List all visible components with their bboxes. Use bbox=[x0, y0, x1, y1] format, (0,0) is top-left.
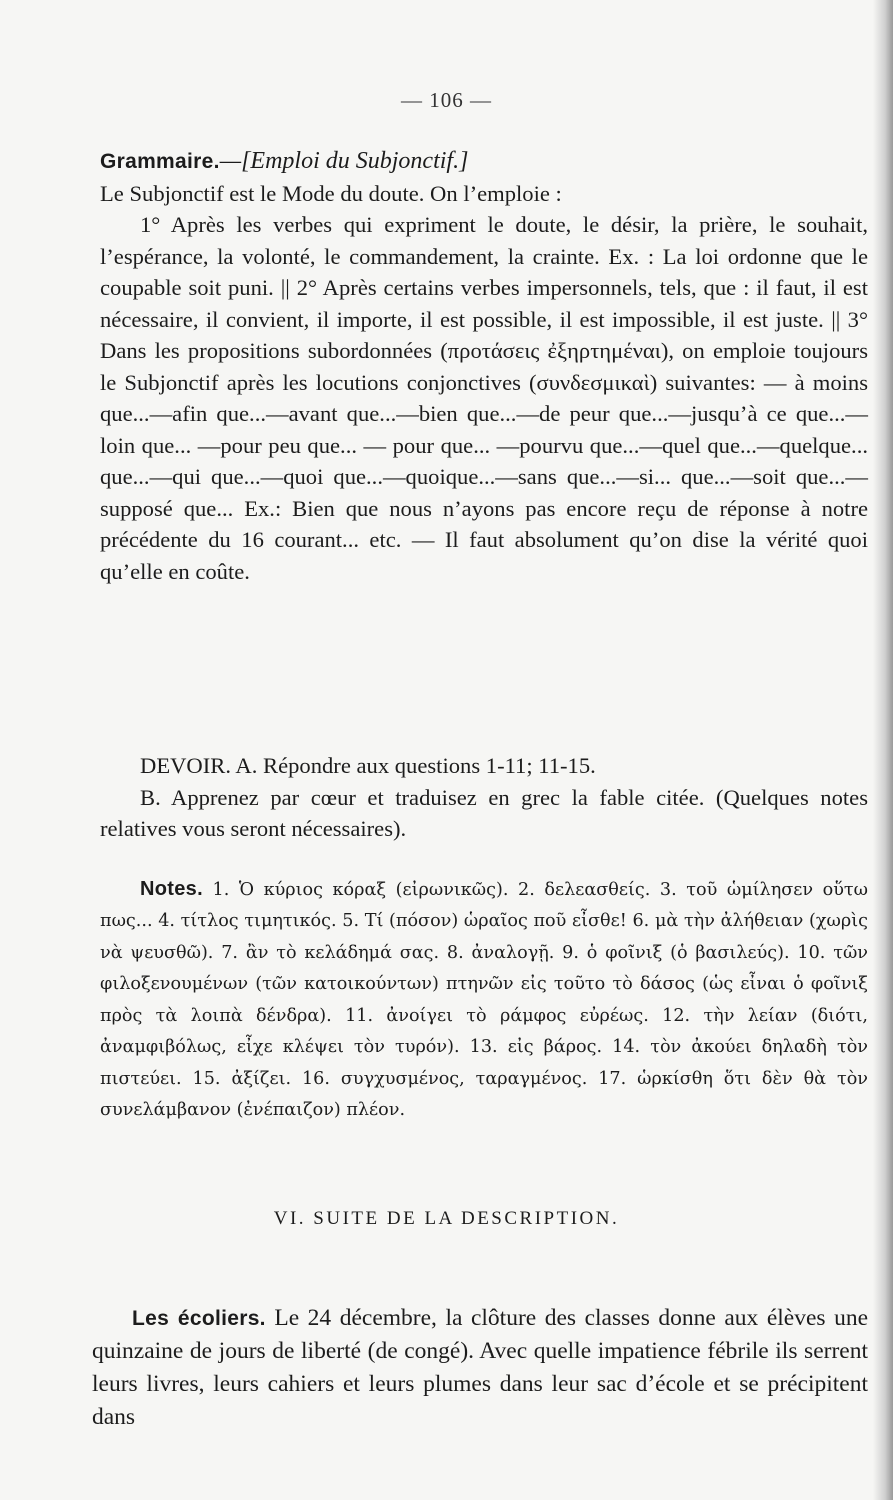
devoir-line-b: B. Apprenez par cœur et traduisez en grec la fable citée. (Quelques notes relatives vous seront nécessaires). bbox=[100, 784, 868, 841]
devoir-section bbox=[100, 750, 868, 845]
ecoliers-heading: Les écoliers. bbox=[132, 1306, 266, 1330]
grammar-intro: Le Subjonctif est le Mode du doute. On l’emploie : bbox=[100, 180, 562, 206]
grammar-heading: Grammaire. bbox=[100, 150, 220, 173]
notes-paragraph bbox=[100, 874, 868, 1127]
notes-heading: Notes. bbox=[140, 877, 203, 900]
ecoliers-section bbox=[92, 1278, 868, 1457]
grammar-heading-line bbox=[100, 145, 868, 178]
notes-section bbox=[100, 856, 868, 1144]
grammar-section bbox=[100, 145, 868, 587]
page-number: — 106 — bbox=[401, 88, 492, 112]
grammar-title: —[Emploi du Subjonctif.] bbox=[219, 148, 469, 174]
page-edge-shadow bbox=[873, 0, 893, 1500]
ecoliers-paragraph bbox=[92, 1302, 868, 1434]
devoir-line-a: DEVOIR. A. Répondre aux questions 1-11; 11-15. bbox=[140, 753, 596, 778]
grammar-body: 1° Après les verbes qui expriment le doute, le désir, la prière, le souhait, l’espérance, la volonté, le commandement, la crainte. Ex. : La loi ordonne que le coupable soit puni. || 2° Après certains verbes impersonnels, tels, que : il faut, il est nécessaire, il convient, il importe, il est possible, il est impossible, il est juste. || 3° Dans les propositions subordonnées (προτάσεις ἐξηρτημέναι), on emploie toujours le Subjonctif après les locutions conjonctives (συνδεσμικαὶ) suivantes: — à moins que...—afin que...—avant que...—bien que...—de peur que...—jusqu’à ce que...—loin que... —pour peu que... — pour que... —pourvu que...—quel que...—quelque... que...—qui que...—quoi que...—quoique...—sans que...—si... que...—soit que...—supposé que... Ex.: Bien que nous n’ayons pas encore reçu de réponse à notre précédente du 16 courant... etc. — Il faut absolument qu’on dise la vérité quoi qu’elle en coûte. bbox=[100, 212, 868, 584]
section-title: VI. SUITE DE LA DESCRIPTION. bbox=[273, 1208, 620, 1229]
notes-body: 1. Ὁ κύριος κόραξ (εἰρωνικῶς). 2. δελεασθείς. 3. τοῦ ὡμίλησεν οὕτω πως... 4. τίτλος τιμητικός. 5. Τί (πόσον) ὡραῖος ποῦ εἶσθε! 6. μὰ τὴν ἀλήθειαν (χωρὶς νὰ ψευσθῶ). 7. ἂν τὸ κελάδημά σας. 8. ἀναλογῇ. 9. ὁ φοῖνιξ (ὁ βασιλεύς). 10. τῶν φιλοξενουμένων (τῶν κατοικούντων) πτηνῶν εἰς τοῦτο τὸ δάσος (ὡς εἶναι ὁ φοῖνιξ πρὸς τὰ λοιπὰ δένδρα). 11. ἀνοίγει τὸ ράμφος εὐρέως. 12. τὴν λείαν (διότι, ἀναμφιβόλως, εἶχε κλέψει τὸν τυρόν). 13. εἰς βάρος. 14. τὸν ἀκούει δηλαδὴ τὸν πιστεύει. 15. ἀξίζει. 16. συγχυσμένος, ταραγμένος. 17. ὡρκίσθη ὅτι δὲν θὰ τὸν συνελάμβανον (ἐνέπαιζον) πλέον. bbox=[100, 879, 869, 1121]
ecoliers-body: Le 24 décembre, la clôture des classes donne aux élèves une quinzaine de jours de liberté (de congé). Avec quelle impatience fébrile ils serrent leurs livres, leurs cahiers et leurs plumes dans leur sac d’école et se précipitent dans bbox=[92, 1304, 869, 1430]
